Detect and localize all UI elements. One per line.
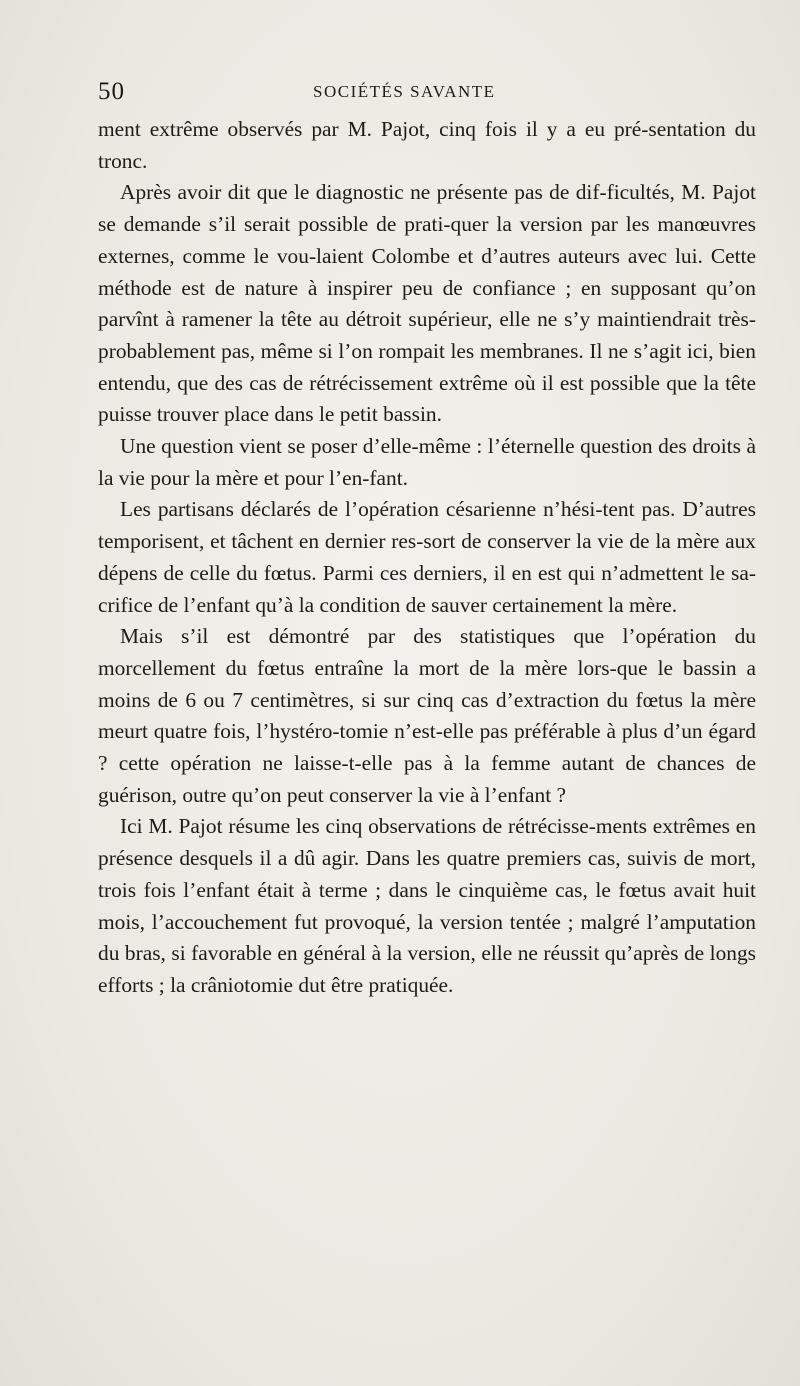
- page-number: 50: [98, 78, 125, 105]
- paragraph-observations: Ici M. Pajot résume les cinq observations de rétrécisse-ments extrêmes en présence desquels il a dû agir. Dans les quatre premiers cas, suivis de mort, trois fois l’enfant était à terme ; dans le cinquième cas, le fœtus avait huit mois, l’accouchement fut provoqué, la version tentée ; malgré l’amputation du bras, si favorable en général à la version, elle ne réussit qu’après de longs efforts ; la crâniotomie dut être pratiquée.: [98, 814, 756, 997]
- running-head: SOCIÉTÉS SAVANTE: [313, 82, 496, 101]
- paragraph-statistics: Mais s’il est démontré par des statistiques que l’opération du morcellement du fœtus entraîne la mort de la mère lors-que le bassin a moins de 6 ou 7 centimètres, si sur cinq cas d’extraction du fœtus la mère meurt quatre fois, l’hystéro-tomie n’est-elle pas préférable à plus d’un égard ? cette opération ne laisse-t-elle pas à la femme autant de chances de guérison, outre qu’on peut conserver la vie à l’enfant ?: [98, 624, 756, 807]
- paragraph-question: Une question vient se poser d’elle-même : l’éternelle question des droits à la vie pour la mère et pour l’en-fant.: [98, 434, 756, 490]
- paragraph-partisans: Les partisans déclarés de l’opération césarienne n’hési-tent pas. D’autres temporisent, et tâchent en dernier res-sort de conserver la vie de la mère aux dépens de celle du fœtus. Parmi ces derniers, il en est qui n’admettent le sa-crifice de l’enfant qu’à la condition de sauver certainement la mère.: [98, 497, 756, 617]
- page-header: [98, 78, 718, 108]
- body-text: [98, 114, 756, 1002]
- paragraph-continuation: ment extrême observés par M. Pajot, cinq fois il y a eu pré-sentation du tronc.: [98, 117, 756, 173]
- paragraph-diagnostic: Après avoir dit que le diagnostic ne présente pas de dif-ficultés, M. Pajot se demande s’il serait possible de prati-quer la version par les manœuvres externes, comme le vou-laient Colombe et d’autres auteurs avec lui. Cette méthode est de nature à inspirer peu de confiance ; en supposant qu’on parvînt à ramener la tête au détroit supérieur, elle ne s’y maintiendrait très-probablement pas, même si l’on rompait les membranes. Il ne s’agit ici, bien entendu, que des cas de rétrécissement extrême où il est possible que la tête puisse trouver place dans le petit bassin.: [98, 180, 756, 427]
